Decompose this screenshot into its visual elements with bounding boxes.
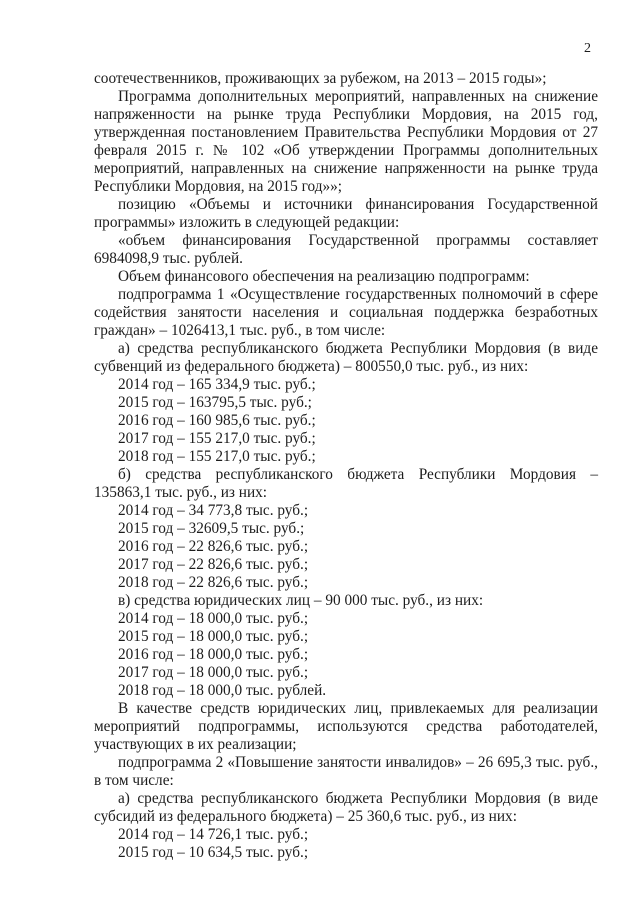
list-item: 2015 год – 10 634,5 тыс. руб.;: [118, 844, 309, 861]
text-line: подпрограмма 2 «Повышение занятости инвалидов» – 26 695,3 тыс. руб.,: [118, 754, 598, 771]
text-line: позицию «Объемы и источники финансирования Государственной: [118, 196, 598, 213]
text-line: утвержденная постановлением Правительства Республики Мордовия от 27: [94, 124, 598, 141]
list-item: 2014 год – 14 726,1 тыс. руб.;: [118, 826, 309, 843]
text-line: напряженности на рынке труда Республики Мордовия, на 2015 год,: [94, 106, 598, 123]
text-line: граждан» – 1026413,1 тыс. руб., в том числе:: [94, 322, 386, 339]
document-body: [94, 70, 598, 862]
list-item: 2018 год – 18 000,0 тыс. рублей.: [118, 682, 327, 699]
text-line: мероприятий, направленных на снижение напряженности на рынке труда: [94, 160, 598, 177]
text-line: субвенций из федерального бюджета) – 800550,0 тыс. руб., из них:: [94, 358, 529, 375]
funding-list-a: [94, 376, 598, 466]
list-item: 2017 год – 18 000,0 тыс. руб.;: [118, 664, 309, 681]
text-line: в) средства юридических лиц – 90 000 тыс. руб., из них:: [118, 592, 484, 609]
list-item: 2015 год – 18 000,0 тыс. руб.;: [118, 628, 309, 645]
text-line: мероприятий подпрограммы, используются средства работодателей,: [94, 718, 598, 735]
text-line: 6984098,9 тыс. рублей.: [94, 250, 243, 267]
funding-list-sub2-a: [94, 826, 598, 862]
funding-list-b: [94, 502, 598, 592]
text-line: Объем финансового обеспечения на реализацию подпрограмм:: [118, 268, 530, 285]
list-item: 2018 год – 22 826,6 тыс. руб.;: [118, 574, 309, 591]
funding-list-c: [94, 610, 598, 700]
list-item: 2017 год – 22 826,6 тыс. руб.;: [118, 556, 309, 573]
text-line: а) средства республиканского бюджета Республики Мордовия (в виде: [118, 340, 598, 357]
text-line: соотечественников, проживающих за рубежом, на 2013 – 2015 годы»;: [94, 70, 547, 87]
list-item: 2014 год – 165 334,9 тыс. руб.;: [118, 376, 316, 393]
text-line: В качестве средств юридических лиц, привлекаемых для реализации: [118, 700, 598, 717]
text-line: субсидий из федерального бюджета) – 25 360,6 тыс. руб., из них:: [94, 808, 517, 825]
text-line: в том числе:: [94, 772, 174, 789]
text-line: 135863,1 тыс. руб., из них:: [94, 484, 268, 501]
text-line: программы» изложить в следующей редакции:: [94, 214, 400, 231]
text-line: Республики Мордовия, на 2015 год»»;: [94, 178, 343, 195]
list-item: 2017 год – 155 217,0 тыс. руб.;: [118, 430, 316, 447]
text-line: участвующих в их реализации;: [94, 736, 297, 753]
text-line: подпрограмма 1 «Осуществление государственных полномочий в сфере: [118, 286, 598, 303]
text-line: февраля 2015 г. № 102 «Об утверждении Программы дополнительных: [94, 142, 598, 159]
list-item: 2014 год – 18 000,0 тыс. руб.;: [118, 610, 309, 627]
list-item: 2015 год – 163795,5 тыс. руб.;: [118, 394, 312, 411]
list-item: 2016 год – 22 826,6 тыс. руб.;: [118, 538, 309, 555]
text-line: Программа дополнительных мероприятий, направленных на снижение: [118, 88, 598, 105]
text-line: а) средства республиканского бюджета Республики Мордовия (в виде: [118, 790, 598, 807]
page-number: 2: [584, 41, 591, 56]
text-line: б) средства республиканского бюджета Республики Мордовия –: [118, 466, 598, 483]
list-item: 2015 год – 32609,5 тыс. руб.;: [118, 520, 305, 537]
text-line: «объем финансирования Государственной программы составляет: [118, 232, 598, 249]
list-item: 2016 год – 160 985,6 тыс. руб.;: [118, 412, 316, 429]
list-item: 2014 год – 34 773,8 тыс. руб.;: [118, 502, 309, 519]
list-item: 2018 год – 155 217,0 тыс. руб.;: [118, 448, 316, 465]
list-item: 2016 год – 18 000,0 тыс. руб.;: [118, 646, 309, 663]
text-line: содействия занятости населения и социальная поддержка безработных: [94, 304, 598, 321]
